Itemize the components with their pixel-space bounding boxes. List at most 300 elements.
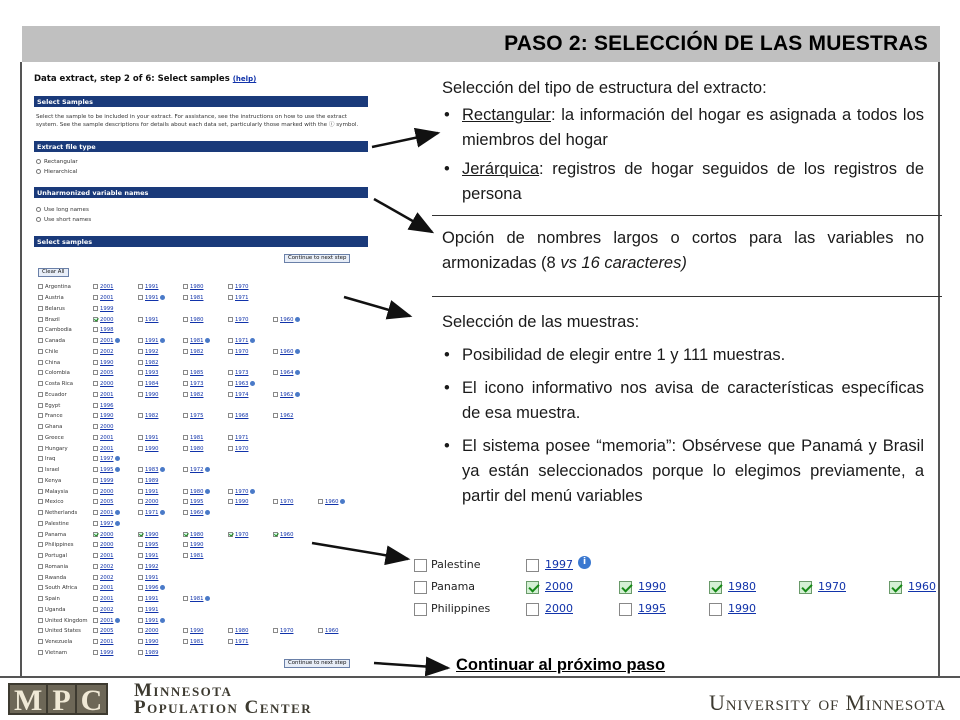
info-icon[interactable] [160, 585, 165, 590]
country-checkbox[interactable] [38, 542, 43, 547]
sample-year-link[interactable]: 1991 [145, 596, 159, 603]
sample-checkbox[interactable] [799, 581, 812, 594]
sample-year-link[interactable]: 1991 [145, 295, 159, 302]
sample-checkbox[interactable] [93, 338, 98, 343]
sample-checkbox[interactable] [228, 295, 233, 300]
sample-checkbox[interactable] [93, 489, 98, 494]
sample-checkbox[interactable] [273, 392, 278, 397]
sample-year-link[interactable]: 1960 [280, 316, 294, 323]
info-icon[interactable] [115, 618, 120, 623]
sample-year-link[interactable]: 1974 [235, 391, 249, 398]
sample-year-link[interactable]: 2001 [100, 284, 114, 291]
sample-checkbox[interactable] [273, 370, 278, 375]
sample-checkbox[interactable] [183, 553, 188, 558]
sample-year-link[interactable]: 2000 [100, 316, 114, 323]
sample-year-link[interactable]: 1996 [100, 402, 114, 409]
country-checkbox[interactable] [38, 360, 43, 365]
info-icon[interactable] [295, 317, 300, 322]
sample-year-link[interactable]: 1980 [190, 284, 204, 291]
sample-year-link[interactable]: 1990 [145, 391, 159, 398]
sample-year-link[interactable]: 1992 [145, 348, 159, 355]
country-checkbox[interactable] [38, 435, 43, 440]
sample-year-link[interactable]: 1990 [728, 602, 756, 615]
sample-checkbox[interactable] [273, 349, 278, 354]
sample-year-link[interactable]: 1980 [728, 580, 756, 593]
info-icon[interactable] [160, 618, 165, 623]
sample-checkbox[interactable] [138, 628, 143, 633]
sample-year-link[interactable]: 1990 [145, 531, 159, 538]
info-icon[interactable] [160, 295, 165, 300]
sample-checkbox[interactable] [93, 456, 98, 461]
country-checkbox[interactable] [414, 559, 427, 572]
country-checkbox[interactable] [38, 510, 43, 515]
sample-year-link[interactable]: 1970 [280, 628, 294, 635]
sample-checkbox[interactable] [93, 478, 98, 483]
sample-checkbox[interactable] [183, 596, 188, 601]
sample-checkbox[interactable] [93, 413, 98, 418]
sample-checkbox[interactable] [93, 284, 98, 289]
sample-year-link[interactable]: 2001 [100, 617, 114, 624]
info-icon[interactable] [250, 489, 255, 494]
sample-year-link[interactable]: 1982 [145, 359, 159, 366]
info-icon[interactable] [115, 338, 120, 343]
sample-checkbox[interactable] [619, 581, 632, 594]
country-checkbox[interactable] [38, 446, 43, 451]
sample-checkbox[interactable] [138, 618, 143, 623]
sample-checkbox[interactable] [93, 542, 98, 547]
info-icon[interactable] [340, 499, 345, 504]
continue-next-step-button-top[interactable]: Continue to next step [284, 254, 350, 263]
sample-year-link[interactable]: 1968 [235, 413, 249, 420]
sample-year-link[interactable]: 2005 [100, 628, 114, 635]
sample-year-link[interactable]: 1985 [190, 370, 204, 377]
sample-year-link[interactable]: 1963 [235, 381, 249, 388]
sample-year-link[interactable]: 1990 [145, 445, 159, 452]
sample-checkbox[interactable] [183, 413, 188, 418]
sample-checkbox[interactable] [138, 446, 143, 451]
sample-year-link[interactable]: 1971 [235, 639, 249, 646]
sample-checkbox[interactable] [93, 585, 98, 590]
sample-year-link[interactable]: 1970 [235, 445, 249, 452]
sample-year-link[interactable]: 1980 [190, 488, 204, 495]
sample-year-link[interactable]: 1971 [235, 338, 249, 345]
sample-year-link[interactable]: 1981 [190, 639, 204, 646]
info-icon[interactable] [115, 467, 120, 472]
sample-checkbox[interactable] [709, 603, 722, 616]
sample-year-link[interactable]: 1995 [145, 542, 159, 549]
sample-checkbox[interactable] [93, 628, 98, 633]
sample-year-link[interactable]: 1960 [280, 531, 294, 538]
country-checkbox[interactable] [38, 564, 43, 569]
sample-year-link[interactable]: 1999 [100, 477, 114, 484]
sample-checkbox[interactable] [183, 510, 188, 515]
info-icon[interactable] [115, 510, 120, 515]
sample-year-link[interactable]: 1995 [190, 499, 204, 506]
sample-year-link[interactable]: 2002 [100, 606, 114, 613]
radio-long-names[interactable] [36, 206, 366, 214]
sample-year-link[interactable]: 2000 [145, 499, 159, 506]
sample-checkbox[interactable] [93, 564, 98, 569]
sample-year-link[interactable]: 1993 [145, 370, 159, 377]
sample-year-link[interactable]: 1998 [100, 327, 114, 334]
sample-checkbox[interactable] [183, 628, 188, 633]
sample-checkbox[interactable] [619, 603, 632, 616]
sample-year-link[interactable]: 1990 [145, 639, 159, 646]
sample-checkbox[interactable] [183, 467, 188, 472]
sample-checkbox[interactable] [93, 403, 98, 408]
sample-year-link[interactable]: 1970 [235, 531, 249, 538]
sample-checkbox[interactable] [138, 639, 143, 644]
country-checkbox[interactable] [38, 338, 43, 343]
sample-checkbox[interactable] [228, 446, 233, 451]
sample-checkbox[interactable] [138, 542, 143, 547]
radio-hierarchical[interactable] [36, 168, 366, 176]
sample-year-link[interactable]: 1980 [190, 531, 204, 538]
sample-year-link[interactable]: 2000 [100, 381, 114, 388]
sample-year-link[interactable]: 1960 [325, 499, 339, 506]
sample-checkbox[interactable] [138, 338, 143, 343]
sample-year-link[interactable]: 1991 [145, 574, 159, 581]
country-checkbox[interactable] [38, 392, 43, 397]
sample-year-link[interactable]: 2002 [100, 348, 114, 355]
sample-checkbox[interactable] [138, 510, 143, 515]
sample-year-link[interactable]: 1981 [190, 295, 204, 302]
sample-year-link[interactable]: 2001 [100, 510, 114, 517]
sample-year-link[interactable]: 2002 [100, 563, 114, 570]
sample-year-link[interactable]: 1997 [100, 520, 114, 527]
sample-checkbox[interactable] [183, 542, 188, 547]
country-checkbox[interactable] [38, 553, 43, 558]
sample-checkbox[interactable] [93, 446, 98, 451]
sample-checkbox[interactable] [273, 532, 278, 537]
sample-checkbox[interactable] [93, 596, 98, 601]
sample-checkbox[interactable] [138, 575, 143, 580]
sample-checkbox[interactable] [138, 564, 143, 569]
sample-year-link[interactable]: 1996 [145, 585, 159, 592]
sample-checkbox[interactable] [138, 532, 143, 537]
sample-year-link[interactable]: 2001 [100, 585, 114, 592]
sample-year-link[interactable]: 1970 [235, 348, 249, 355]
clear-all-button[interactable]: Clear All [38, 268, 69, 277]
country-checkbox[interactable] [38, 403, 43, 408]
sample-checkbox[interactable] [183, 381, 188, 386]
info-icon[interactable] [205, 489, 210, 494]
sample-checkbox[interactable] [138, 295, 143, 300]
sample-year-link[interactable]: 2001 [100, 639, 114, 646]
sample-checkbox[interactable] [183, 284, 188, 289]
sample-year-link[interactable]: 2001 [100, 434, 114, 441]
sample-year-link[interactable]: 1971 [235, 295, 249, 302]
sample-checkbox[interactable] [93, 327, 98, 332]
country-checkbox[interactable] [38, 413, 43, 418]
sample-year-link[interactable]: 1972 [190, 467, 204, 474]
sample-checkbox[interactable] [228, 381, 233, 386]
country-checkbox[interactable] [38, 424, 43, 429]
sample-year-link[interactable]: 1982 [190, 391, 204, 398]
sample-checkbox[interactable] [183, 639, 188, 644]
sample-checkbox[interactable] [273, 413, 278, 418]
sample-year-link[interactable]: 1990 [100, 359, 114, 366]
sample-year-link[interactable]: 2005 [100, 370, 114, 377]
sample-year-link[interactable]: 1962 [280, 391, 294, 398]
sample-checkbox[interactable] [138, 349, 143, 354]
sample-checkbox[interactable] [138, 478, 143, 483]
sample-checkbox[interactable] [93, 424, 98, 429]
sample-checkbox[interactable] [93, 306, 98, 311]
sample-checkbox[interactable] [228, 413, 233, 418]
sample-year-link[interactable]: 1971 [145, 510, 159, 517]
radio-short-names[interactable] [36, 216, 366, 224]
sample-checkbox[interactable] [138, 467, 143, 472]
sample-checkbox[interactable] [138, 435, 143, 440]
country-checkbox[interactable] [38, 381, 43, 386]
sample-year-link[interactable]: 1997 [545, 558, 573, 571]
country-checkbox[interactable] [38, 489, 43, 494]
sample-checkbox[interactable] [138, 553, 143, 558]
sample-year-link[interactable]: 1970 [235, 316, 249, 323]
sample-checkbox[interactable] [183, 392, 188, 397]
info-icon[interactable] [160, 338, 165, 343]
sample-checkbox[interactable] [93, 532, 98, 537]
sample-checkbox[interactable] [93, 392, 98, 397]
sample-year-link[interactable]: 1991 [145, 284, 159, 291]
sample-checkbox[interactable] [228, 489, 233, 494]
sample-year-link[interactable]: 1980 [190, 316, 204, 323]
sample-year-link[interactable]: 1991 [145, 316, 159, 323]
info-icon[interactable] [205, 510, 210, 515]
sample-checkbox[interactable] [228, 532, 233, 537]
sample-year-link[interactable]: 2001 [100, 295, 114, 302]
sample-checkbox[interactable] [93, 435, 98, 440]
sample-checkbox[interactable] [93, 317, 98, 322]
sample-year-link[interactable]: 2001 [100, 338, 114, 345]
info-icon[interactable] [115, 456, 120, 461]
info-icon[interactable] [295, 370, 300, 375]
sample-year-link[interactable]: 1990 [190, 628, 204, 635]
sample-year-link[interactable]: 1970 [235, 284, 249, 291]
sample-checkbox[interactable] [138, 650, 143, 655]
info-icon[interactable] [250, 381, 255, 386]
sample-checkbox[interactable] [93, 618, 98, 623]
sample-year-link[interactable]: 1960 [908, 580, 936, 593]
sample-year-link[interactable]: 1971 [235, 434, 249, 441]
country-checkbox[interactable] [38, 327, 43, 332]
country-checkbox[interactable] [38, 284, 43, 289]
sample-year-link[interactable]: 1981 [190, 338, 204, 345]
sample-checkbox[interactable] [138, 370, 143, 375]
sample-year-link[interactable]: 2000 [545, 580, 573, 593]
sample-checkbox[interactable] [228, 338, 233, 343]
sample-checkbox[interactable] [228, 370, 233, 375]
sample-checkbox[interactable] [228, 349, 233, 354]
sample-checkbox[interactable] [138, 596, 143, 601]
sample-year-link[interactable]: 1970 [818, 580, 846, 593]
sample-checkbox[interactable] [228, 284, 233, 289]
country-checkbox[interactable] [38, 575, 43, 580]
sample-checkbox[interactable] [273, 628, 278, 633]
country-checkbox[interactable] [414, 581, 427, 594]
sample-year-link[interactable]: 2000 [100, 531, 114, 538]
sample-checkbox[interactable] [183, 338, 188, 343]
sample-year-link[interactable]: 1992 [145, 563, 159, 570]
sample-checkbox[interactable] [138, 489, 143, 494]
sample-year-link[interactable]: 1982 [145, 413, 159, 420]
sample-year-link[interactable]: 1980 [235, 628, 249, 635]
sample-year-link[interactable]: 2002 [100, 574, 114, 581]
country-checkbox[interactable] [38, 618, 43, 623]
country-checkbox[interactable] [38, 467, 43, 472]
sample-checkbox[interactable] [93, 521, 98, 526]
sample-checkbox[interactable] [228, 499, 233, 504]
sample-year-link[interactable]: 2005 [100, 499, 114, 506]
sample-year-link[interactable]: 2000 [145, 628, 159, 635]
sample-year-link[interactable]: 1995 [100, 467, 114, 474]
continue-link[interactable]: Continuar al próximo paso [456, 656, 666, 674]
sample-checkbox[interactable] [183, 349, 188, 354]
help-link[interactable]: (help) [232, 75, 257, 83]
country-checkbox[interactable] [414, 603, 427, 616]
sample-year-link[interactable]: 1990 [235, 499, 249, 506]
sample-checkbox[interactable] [93, 381, 98, 386]
sample-checkbox[interactable] [228, 317, 233, 322]
country-checkbox[interactable] [38, 456, 43, 461]
sample-checkbox[interactable] [93, 370, 98, 375]
sample-year-link[interactable]: 2001 [100, 553, 114, 560]
sample-year-link[interactable]: 1989 [145, 649, 159, 656]
sample-year-link[interactable]: 1997 [100, 456, 114, 463]
sample-year-link[interactable]: 1960 [280, 348, 294, 355]
radio-rectangular[interactable] [36, 158, 366, 166]
sample-year-link[interactable]: 1991 [145, 606, 159, 613]
sample-checkbox[interactable] [183, 489, 188, 494]
sample-checkbox[interactable] [93, 295, 98, 300]
sample-year-link[interactable]: 1995 [638, 602, 666, 615]
country-checkbox[interactable] [38, 607, 43, 612]
sample-checkbox[interactable] [183, 446, 188, 451]
sample-checkbox[interactable] [183, 295, 188, 300]
sample-year-link[interactable]: 1984 [145, 381, 159, 388]
sample-checkbox[interactable] [138, 607, 143, 612]
sample-checkbox[interactable] [318, 628, 323, 633]
sample-checkbox[interactable] [93, 639, 98, 644]
sample-checkbox[interactable] [228, 435, 233, 440]
sample-checkbox[interactable] [526, 581, 539, 594]
country-checkbox[interactable] [38, 317, 43, 322]
sample-year-link[interactable]: 1970 [235, 488, 249, 495]
country-checkbox[interactable] [38, 585, 43, 590]
sample-checkbox[interactable] [183, 499, 188, 504]
sample-year-link[interactable]: 1960 [190, 510, 204, 517]
country-checkbox[interactable] [38, 650, 43, 655]
sample-year-link[interactable]: 1990 [190, 542, 204, 549]
sample-year-link[interactable]: 1991 [145, 338, 159, 345]
country-checkbox[interactable] [38, 478, 43, 483]
info-icon[interactable] [160, 510, 165, 515]
sample-year-link[interactable]: 2001 [100, 596, 114, 603]
country-checkbox[interactable] [38, 349, 43, 354]
sample-checkbox[interactable] [709, 581, 722, 594]
sample-checkbox[interactable] [93, 575, 98, 580]
sample-checkbox[interactable] [93, 467, 98, 472]
sample-year-link[interactable]: 1970 [280, 499, 294, 506]
sample-year-link[interactable]: 1991 [145, 617, 159, 624]
sample-year-link[interactable]: 1973 [235, 370, 249, 377]
sample-year-link[interactable]: 1981 [190, 596, 204, 603]
sample-checkbox[interactable] [93, 510, 98, 515]
info-icon[interactable] [295, 392, 300, 397]
sample-year-link[interactable]: 1964 [280, 370, 294, 377]
sample-checkbox[interactable] [138, 392, 143, 397]
sample-year-link[interactable]: 2001 [100, 445, 114, 452]
sample-checkbox[interactable] [93, 650, 98, 655]
sample-year-link[interactable]: 2000 [545, 602, 573, 615]
info-icon[interactable] [250, 338, 255, 343]
info-icon[interactable] [205, 596, 210, 601]
sample-year-link[interactable]: 1982 [190, 348, 204, 355]
sample-year-link[interactable]: 1981 [190, 434, 204, 441]
sample-year-link[interactable]: 2000 [100, 424, 114, 431]
sample-checkbox[interactable] [138, 360, 143, 365]
sample-checkbox[interactable] [273, 317, 278, 322]
info-icon[interactable]: i [578, 556, 591, 569]
country-checkbox[interactable] [38, 521, 43, 526]
sample-year-link[interactable]: 2000 [100, 542, 114, 549]
info-icon[interactable] [160, 467, 165, 472]
sample-year-link[interactable]: 1991 [145, 553, 159, 560]
country-checkbox[interactable] [38, 499, 43, 504]
country-checkbox[interactable] [38, 370, 43, 375]
sample-checkbox[interactable] [93, 349, 98, 354]
sample-year-link[interactable]: 1999 [100, 305, 114, 312]
country-checkbox[interactable] [38, 596, 43, 601]
sample-year-link[interactable]: 1981 [190, 553, 204, 560]
sample-year-link[interactable]: 1973 [190, 381, 204, 388]
sample-checkbox[interactable] [138, 284, 143, 289]
sample-year-link[interactable]: 1990 [638, 580, 666, 593]
sample-checkbox[interactable] [138, 381, 143, 386]
sample-checkbox[interactable] [228, 392, 233, 397]
sample-checkbox[interactable] [138, 585, 143, 590]
sample-year-link[interactable]: 1983 [145, 467, 159, 474]
continue-next-step-button-bottom[interactable]: Continue to next step [284, 659, 350, 668]
sample-year-link[interactable]: 1989 [145, 477, 159, 484]
sample-checkbox[interactable] [273, 499, 278, 504]
country-checkbox[interactable] [38, 639, 43, 644]
sample-checkbox[interactable] [93, 360, 98, 365]
sample-year-link[interactable]: 1991 [145, 488, 159, 495]
sample-checkbox[interactable] [228, 628, 233, 633]
sample-checkbox[interactable] [138, 499, 143, 504]
sample-checkbox[interactable] [183, 317, 188, 322]
country-checkbox[interactable] [38, 295, 43, 300]
sample-year-link[interactable]: 2001 [100, 391, 114, 398]
sample-year-link[interactable]: 1990 [100, 413, 114, 420]
sample-checkbox[interactable] [183, 370, 188, 375]
sample-year-link[interactable]: 1980 [190, 445, 204, 452]
sample-checkbox[interactable] [889, 581, 902, 594]
sample-year-link[interactable]: 1962 [280, 413, 294, 420]
sample-year-link[interactable]: 2000 [100, 488, 114, 495]
sample-checkbox[interactable] [183, 435, 188, 440]
info-icon[interactable] [205, 467, 210, 472]
sample-checkbox[interactable] [318, 499, 323, 504]
sample-checkbox[interactable] [93, 607, 98, 612]
sample-checkbox[interactable] [93, 499, 98, 504]
sample-year-link[interactable]: 1991 [145, 434, 159, 441]
sample-checkbox[interactable] [526, 603, 539, 616]
sample-checkbox[interactable] [138, 317, 143, 322]
sample-checkbox[interactable] [228, 639, 233, 644]
